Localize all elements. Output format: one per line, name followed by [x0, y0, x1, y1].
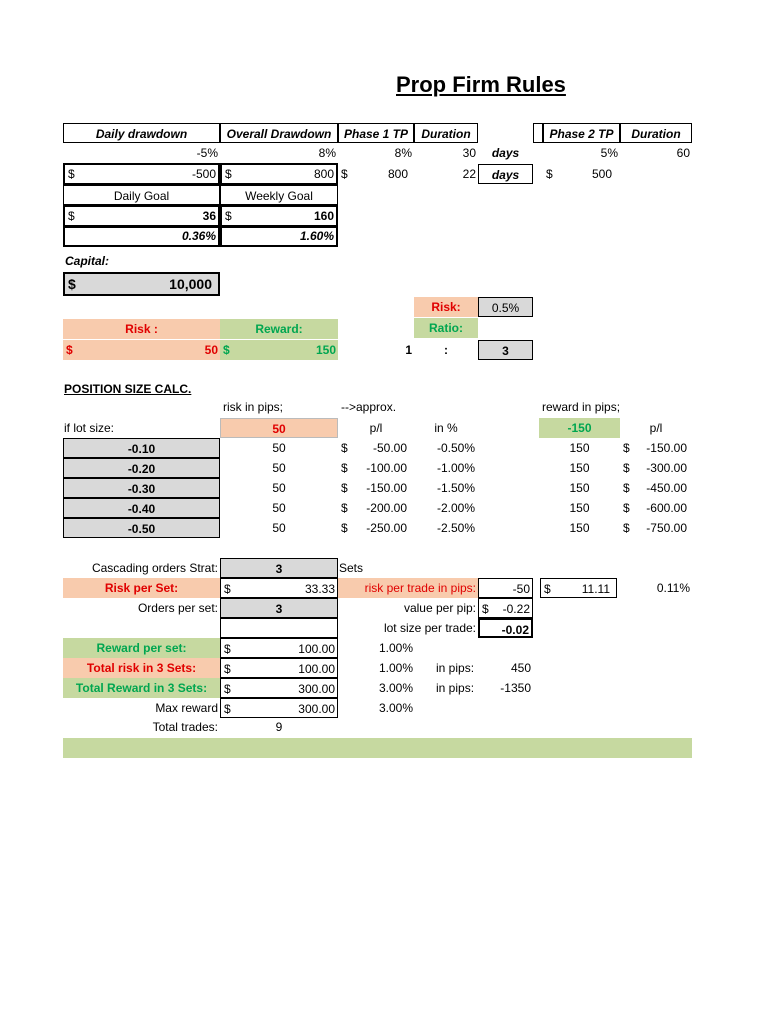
currency-symbol: $ — [68, 209, 75, 223]
ratio-label: Ratio: — [414, 318, 478, 338]
risk-per-trade-pips-label: risk per trade in pips: — [338, 578, 478, 598]
phase1-days-label-2: days — [478, 164, 533, 184]
approx-label: -->approx. — [341, 400, 397, 414]
currency-symbol: $ — [224, 702, 231, 716]
overall-drawdown-pct: 8% — [318, 146, 336, 160]
daily-goal-pct: 0.36% — [63, 226, 220, 247]
lot-size-input[interactable]: -0.50 — [63, 518, 220, 538]
phase2-tp-amount: $ 500 — [543, 164, 620, 184]
ratio-left: 1 — [405, 343, 412, 357]
currency-symbol: $ — [544, 582, 551, 596]
currency-symbol: $ — [223, 343, 230, 357]
page-title: Prop Firm Rules — [396, 72, 566, 97]
total-trades-label: Total trades: — [152, 720, 218, 734]
row-pl: $ -100.00 — [338, 458, 414, 478]
row-reward-pips: 150 — [569, 461, 590, 475]
footer-bar — [63, 738, 692, 758]
row-reward-pips: 150 — [569, 441, 590, 455]
total-risk-pct: 1.00% — [379, 661, 414, 675]
value-per-pip-value: $ -0.22 — [478, 598, 533, 618]
phase1-tp-pct: 8% — [394, 146, 412, 160]
phase1-tp-amount: $ 800 — [338, 164, 414, 184]
row-pl: $ -150.00 — [338, 478, 414, 498]
risk-pct-label: Risk: — [414, 297, 478, 317]
header-duration-1: Duration — [414, 123, 478, 143]
risk-amount-label: Risk : — [63, 319, 220, 339]
risk-per-trade-pct: 0.11% — [656, 581, 690, 595]
in-pips-label-2: in pips: — [436, 681, 475, 695]
phase2-duration: 60 — [676, 146, 690, 160]
row-pct: -2.50% — [436, 521, 476, 535]
row-pl: $ -50.00 — [338, 438, 414, 458]
currency-symbol: $ — [482, 602, 489, 616]
in-pips-label: in pips: — [436, 661, 475, 675]
max-reward-value: $ 300.00 — [220, 698, 338, 718]
row-pl: $ -250.00 — [338, 518, 414, 538]
currency-symbol: $ — [623, 461, 630, 475]
cascade-strat-input[interactable]: 3 — [220, 558, 338, 578]
daily-goal-value: $ 36 — [63, 205, 220, 227]
reward-per-set-label: Reward per set: — [63, 638, 220, 658]
daily-drawdown-pct: -5% — [196, 146, 218, 160]
row-reward-pl: $ -750.00 — [620, 518, 692, 538]
sets-label: Sets — [339, 561, 364, 575]
currency-symbol: $ — [224, 662, 231, 676]
phase1-duration-remaining: 22 — [462, 167, 476, 181]
row-reward-pips: 150 — [569, 521, 590, 535]
row-pl: $ -200.00 — [338, 498, 414, 518]
in-pct-label: in % — [434, 421, 458, 435]
currency-symbol: $ — [224, 582, 231, 596]
currency-symbol: $ — [341, 461, 348, 475]
header-phase2-tp: Phase 2 TP — [543, 123, 620, 143]
lot-size-input[interactable]: -0.30 — [63, 478, 220, 498]
row-risk-pips: 50 — [272, 521, 286, 535]
capital-label: Capital: — [65, 254, 110, 268]
row-reward-pips: 150 — [569, 481, 590, 495]
if-lot-size-label: if lot size: — [64, 421, 115, 435]
header-phase1-tp: Phase 1 TP — [338, 123, 414, 143]
weekly-goal-pct: 1.60% — [220, 226, 338, 247]
row-reward-pl: $ -600.00 — [620, 498, 692, 518]
currency-symbol: $ — [66, 343, 73, 357]
row-pct: -0.50% — [436, 441, 476, 455]
total-reward-pct: 3.00% — [379, 681, 414, 695]
row-risk-pips: 50 — [272, 441, 286, 455]
value-per-pip-label: value per pip: — [403, 601, 476, 615]
row-risk-pips: 50 — [272, 461, 286, 475]
risk-in-pips-label: risk in pips; — [223, 400, 284, 414]
phase1-duration: 30 — [462, 146, 476, 160]
currency-symbol: $ — [68, 276, 76, 292]
orders-per-set-input[interactable]: 3 — [220, 598, 338, 618]
pl-label-2: p/l — [649, 421, 663, 435]
weekly-goal-label: Weekly Goal — [220, 185, 338, 205]
header-daily-drawdown: Daily drawdown — [63, 123, 220, 143]
lot-size-input[interactable]: -0.20 — [63, 458, 220, 478]
currency-symbol: $ — [341, 167, 348, 181]
risk-pips-input[interactable]: 50 — [220, 418, 338, 438]
max-reward-pct: 3.00% — [379, 701, 414, 715]
reward-amount-value: $ 150 — [220, 340, 338, 360]
cascade-strat-label: Cascading orders Strat: — [91, 561, 218, 575]
currency-symbol: $ — [623, 521, 630, 535]
ratio-right-input[interactable]: 3 — [478, 340, 533, 360]
row-pct: -1.50% — [436, 481, 476, 495]
reward-amount-label: Reward: — [220, 319, 338, 339]
position-size-title: POSITION SIZE CALC. — [64, 382, 192, 396]
phase1-days-label: days — [491, 146, 520, 160]
reward-per-set-pct: 1.00% — [379, 641, 414, 655]
total-risk-label: Total risk in 3 Sets: — [63, 658, 220, 678]
lot-size-input[interactable]: -0.40 — [63, 498, 220, 518]
row-pct: -1.00% — [436, 461, 476, 475]
currency-symbol: $ — [224, 642, 231, 656]
row-risk-pips: 50 — [272, 501, 286, 515]
total-reward-label: Total Reward in 3 Sets: — [63, 678, 220, 698]
risk-per-set-label: Risk per Set: — [63, 578, 220, 598]
currency-symbol: $ — [341, 441, 348, 455]
row-reward-pl: $ -450.00 — [620, 478, 692, 498]
reward-per-set-value: $ 100.00 — [220, 638, 338, 658]
currency-symbol: $ — [623, 441, 630, 455]
currency-symbol: $ — [225, 167, 232, 181]
ratio-separator: : — [444, 343, 448, 357]
daily-drawdown-amount: $ -500 — [63, 163, 220, 185]
row-risk-pips: 50 — [272, 481, 286, 495]
phase2-tp-pct: 5% — [600, 146, 618, 160]
risk-per-set-value: $ 33.33 — [220, 578, 338, 598]
daily-goal-label: Daily Goal — [63, 185, 220, 205]
row-reward-pips: 150 — [569, 501, 590, 515]
currency-symbol: $ — [341, 501, 348, 515]
header-overall-drawdown: Overall Drawdown — [220, 123, 338, 143]
risk-per-trade-amount: $ 11.11 — [540, 578, 617, 598]
risk-amount-value: $ 50 — [63, 340, 220, 360]
weekly-goal-value: $ 160 — [220, 205, 338, 227]
currency-symbol: $ — [546, 167, 553, 181]
currency-symbol: $ — [68, 167, 75, 181]
currency-symbol: $ — [623, 501, 630, 515]
row-reward-pl: $ -300.00 — [620, 458, 692, 478]
total-risk-value: $ 100.00 — [220, 658, 338, 678]
max-reward-label: Max reward — [155, 701, 218, 715]
total-trades-value: 9 — [275, 720, 283, 734]
header-duration-2: Duration — [620, 123, 692, 143]
total-reward-value: $ 300.00 — [220, 678, 338, 698]
risk-per-trade-pips-value: -50 — [478, 578, 533, 598]
empty-cell — [220, 618, 338, 638]
capital-input[interactable]: $ 10,000 — [63, 272, 220, 296]
reward-pips-value: -150 — [539, 418, 620, 438]
reward-in-pips-label: reward in pips; — [542, 400, 621, 414]
header-spacer-cell — [533, 123, 543, 143]
lot-size-input[interactable]: -0.10 — [63, 438, 220, 458]
pl-label: p/l — [369, 421, 383, 435]
orders-per-set-label: Orders per set: — [137, 601, 218, 615]
lot-size-per-trade-label: lot size per trade: — [383, 621, 476, 635]
currency-symbol: $ — [224, 682, 231, 696]
row-pct: -2.00% — [436, 501, 476, 515]
total-reward-pips: -1350 — [500, 681, 531, 695]
currency-symbol: $ — [623, 481, 630, 495]
overall-drawdown-amount: $ 800 — [220, 163, 338, 185]
row-reward-pl: $ -150.00 — [620, 438, 692, 458]
currency-symbol: $ — [225, 209, 232, 223]
total-risk-pips: 450 — [510, 661, 531, 675]
currency-symbol: $ — [341, 521, 348, 535]
risk-pct-input[interactable]: 0.5% — [478, 297, 533, 317]
currency-symbol: $ — [341, 481, 348, 495]
lot-size-per-trade-value: -0.02 — [478, 618, 533, 638]
